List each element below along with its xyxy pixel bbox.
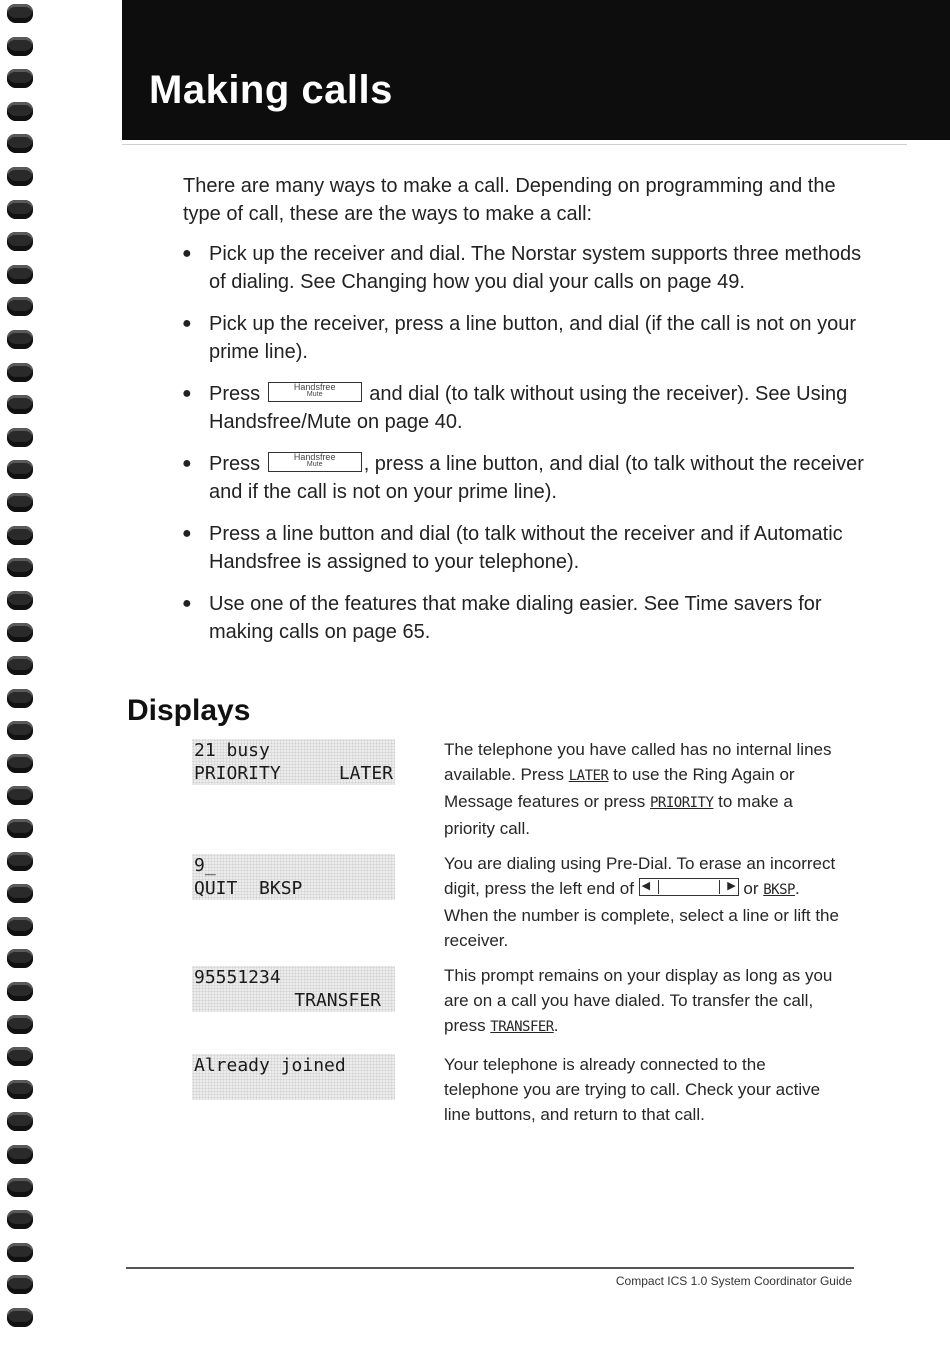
binding-ring (7, 167, 33, 186)
bullet-icon: ● (182, 525, 192, 542)
method-text: Pick up the receiver and dial. The Norstar system supports three methods of dialing. See Changing how you dial your calls on page 49. (209, 243, 862, 293)
header-divider (122, 144, 907, 145)
lcd-line (192, 966, 395, 989)
method-text-after: and dial (to talk without using the receiver). See Using Handsfree/Mute on page 40. (209, 383, 848, 433)
softkey-label: BKSP (763, 882, 795, 898)
lcd-softkey-right: LATER (338, 763, 393, 784)
desc-text: This prompt remains on your display as long as you are on a call you have dialed. To transfer the call, press (444, 966, 833, 1035)
binding-ring (7, 526, 33, 545)
speaker-high-icon: ▶ (727, 880, 736, 892)
handsfree-mute-key-icon (268, 452, 362, 472)
lcd-display (192, 966, 395, 1012)
binding-ring (7, 363, 33, 382)
binding-ring (7, 689, 33, 708)
page-header (122, 0, 950, 140)
lcd-display (192, 854, 395, 900)
binding-ring (7, 1080, 33, 1099)
list-item (180, 380, 870, 436)
binding-ring (7, 200, 33, 219)
display-description (444, 851, 844, 953)
binding-ring (7, 623, 33, 642)
list-item (180, 450, 870, 506)
lcd-softkey-left: QUIT (194, 878, 238, 899)
key-label-bottom: Mute (306, 391, 323, 398)
handsfree-mute-key-icon (268, 382, 362, 402)
spiral-binding (0, 0, 40, 1346)
binding-ring (7, 4, 33, 23)
binding-ring (7, 330, 33, 349)
bullet-icon: ● (182, 385, 192, 402)
lcd-line (192, 989, 395, 1012)
lcd-softkey-right: BKSP (259, 878, 303, 899)
lcd-display (192, 739, 395, 785)
desc-text: to use the Ring Again or Message features or press (444, 765, 795, 811)
binding-ring (7, 460, 33, 479)
list-item (180, 590, 870, 646)
binding-ring (7, 1015, 33, 1034)
binding-ring (7, 493, 33, 512)
binding-ring (7, 656, 33, 675)
key-label-top: Handsfree (293, 382, 336, 392)
footer-divider (126, 1267, 854, 1269)
softkey-label: LATER (568, 768, 609, 784)
binding-ring (7, 265, 33, 284)
binding-ring (7, 884, 33, 903)
key-label-bottom: Mute (306, 461, 323, 468)
binding-ring (7, 819, 33, 838)
key-label-top: Handsfree (293, 452, 336, 462)
lcd-text: 21 busy (194, 740, 270, 761)
display-description (444, 737, 844, 841)
binding-ring (7, 786, 33, 805)
lcd-text: Already joined (194, 1055, 346, 1076)
method-text-after: , press a line button, and dial (to talk without the receiver and if the call is not on your prime line). (209, 453, 864, 503)
call-methods-list (180, 240, 870, 660)
lcd-line (192, 762, 395, 785)
method-text-before: Press (209, 383, 261, 405)
display-description (444, 1052, 844, 1127)
method-text-before: Press (209, 453, 261, 475)
lcd-softkey-left: PRIORITY (194, 763, 281, 784)
desc-text: The telephone you have called has no internal lines available. Press (444, 740, 832, 784)
lcd-text: 95551234 (194, 967, 281, 988)
desc-text: to make a priority call. (444, 792, 793, 838)
speaker-low-icon: ◀ (641, 880, 651, 892)
desc-text: . (553, 1016, 559, 1035)
list-item (180, 240, 870, 296)
binding-ring (7, 232, 33, 251)
binding-ring (7, 69, 33, 88)
displays-heading: Displays (127, 694, 251, 727)
binding-ring (7, 37, 33, 56)
page-title: Making calls (149, 68, 393, 112)
binding-ring (7, 297, 33, 316)
bullet-icon: ● (182, 595, 192, 612)
binding-ring (7, 1210, 33, 1229)
desc-text: . When the number is complete, select a line or lift the receiver. (444, 879, 839, 950)
binding-ring (7, 1145, 33, 1164)
desc-text: or (738, 879, 764, 898)
softkey-label: PRIORITY (649, 795, 714, 811)
binding-ring (7, 982, 33, 1001)
binding-ring (7, 591, 33, 610)
binding-ring (7, 949, 33, 968)
binding-ring (7, 721, 33, 740)
binding-ring (7, 102, 33, 121)
binding-ring (7, 134, 33, 153)
binding-ring (7, 1112, 33, 1131)
bullet-icon: ● (182, 315, 192, 332)
lcd-line (192, 739, 395, 762)
binding-ring (7, 558, 33, 577)
binding-ring (7, 852, 33, 871)
list-item (180, 520, 870, 576)
lcd-text: TRANSFER (294, 990, 381, 1011)
desc-text: You are dialing using Pre-Dial. To erase an incorrect digit, press the left end of (444, 854, 836, 898)
binding-ring (7, 1178, 33, 1197)
footer-text: Compact ICS 1.0 System Coordinator Guide (615, 1274, 852, 1288)
method-text: Use one of the features that make dialing easier. See Time savers for making calls on page 65. (209, 593, 822, 643)
binding-ring (7, 428, 33, 447)
binding-ring (7, 1243, 33, 1262)
intro-paragraph: There are many ways to make a call. Depending on programming and the type of call, these are the ways to make a call: (183, 175, 836, 225)
desc-text: Your telephone is already connected to the telephone you are trying to call. Check your active line buttons, and return to that call. (444, 1055, 821, 1124)
lcd-line (192, 1054, 395, 1077)
binding-ring (7, 1275, 33, 1294)
bullet-icon: ● (182, 455, 192, 472)
binding-ring (7, 1047, 33, 1066)
bullet-icon: ● (182, 245, 192, 262)
list-item (180, 310, 870, 366)
binding-ring (7, 395, 33, 414)
softkey-label: TRANSFER (490, 1019, 554, 1035)
binding-ring (7, 917, 33, 936)
lcd-line (192, 877, 395, 900)
binding-ring (7, 1308, 33, 1327)
method-text: Press a line button and dial (to talk without the receiver and if Automatic Handsfree is assigned to your telephone). (209, 523, 843, 573)
lcd-display (192, 1054, 395, 1100)
lcd-text: 9_ (194, 855, 216, 876)
binding-ring (7, 754, 33, 773)
lcd-line (192, 854, 395, 877)
volume-key-icon (639, 878, 739, 896)
method-text: Pick up the receiver, press a line button, and dial (if the call is not on your prime line). (209, 313, 857, 363)
display-description (444, 963, 844, 1040)
